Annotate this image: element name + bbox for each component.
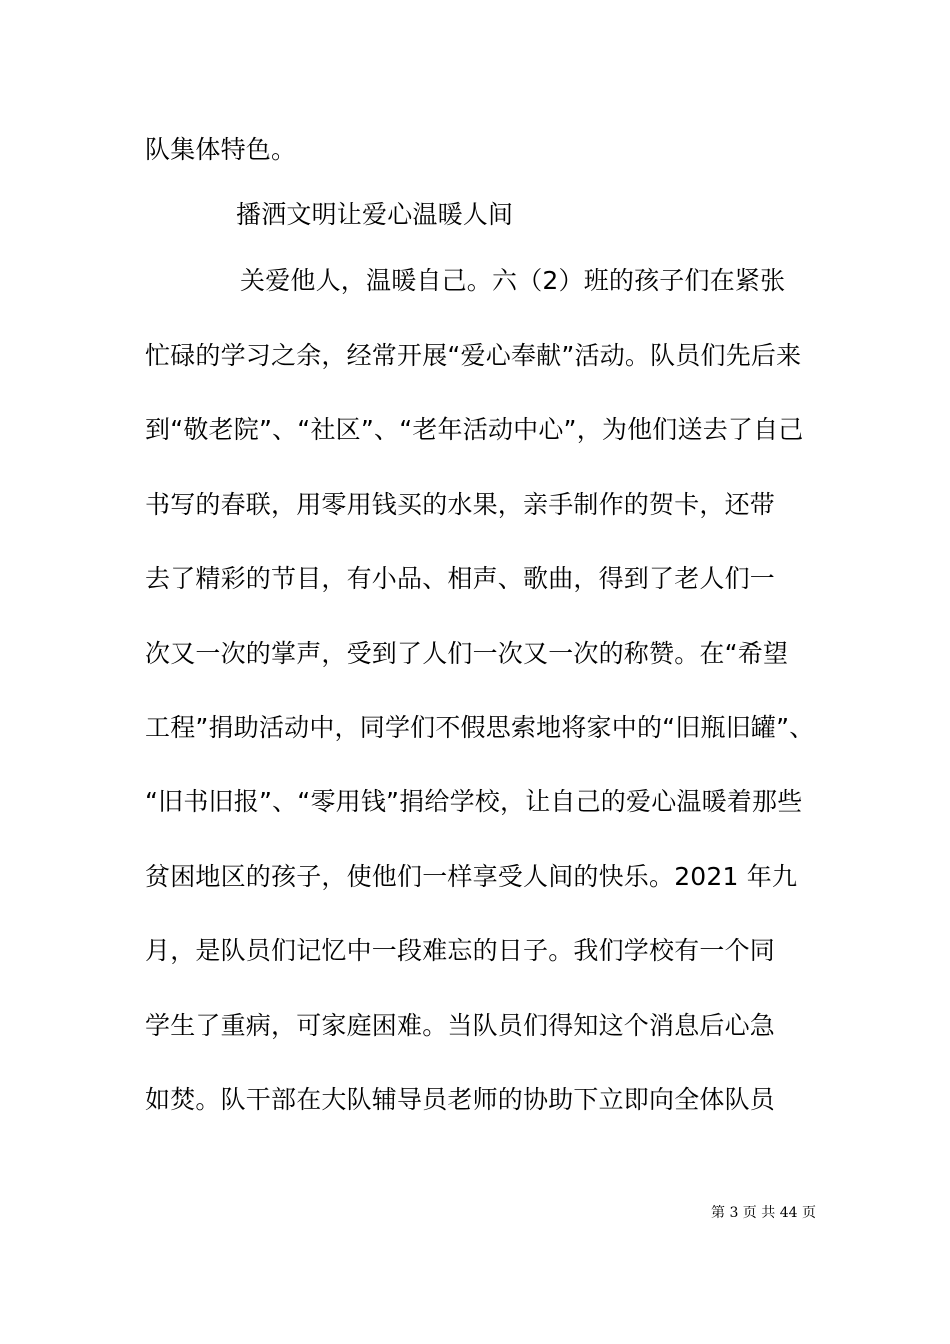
paragraph-line: 次又一次的掌声，受到了人们一次又一次的称赞。在“希望 [145,639,789,668]
paragraph-line: 如焚。队干部在大队辅导员老师的协助下立即向全体队员 [145,1085,776,1114]
section-heading: 播洒文明让爱心温暖人间 [236,200,514,229]
paragraph-line: 月，是队员们记忆中一段难忘的日子。我们学校有一个同 [145,936,776,965]
paragraph-line: 忙碌的学习之余，经常开展“爱心奉献”活动。队员们先后来 [145,341,802,370]
paragraph-line: 到“敬老院”、“社区”、“老年活动中心”，为他们送去了自己 [145,415,804,444]
paragraph-line: 贫困地区的孩子，使他们一样享受人间的快乐。2021 年九 [145,862,798,891]
paragraph-line: 关爱他人，温暖自己。六（2）班的孩子们在紧张 [240,266,786,295]
paragraph-line: 学生了重病，可家庭困难。当队员们得知这个消息后心急 [145,1011,776,1040]
paragraph-line: 去了精彩的节目，有小品、相声、歌曲，得到了老人们一 [145,564,776,593]
paragraph-line: “旧书旧报”、“零用钱”捐给学校，让自己的爱心温暖着那些 [145,787,803,816]
paragraph-line: 队集体特色。 [145,135,297,164]
paragraph-line: 书写的春联，用零用钱买的水果，亲手制作的贺卡，还带 [145,490,776,519]
page-number-footer: 第 3 页 共 44 页 [711,1205,816,1221]
paragraph-line: 工程”捐助活动中，同学们不假思索地将家中的“旧瓶旧罐”、 [145,713,815,742]
